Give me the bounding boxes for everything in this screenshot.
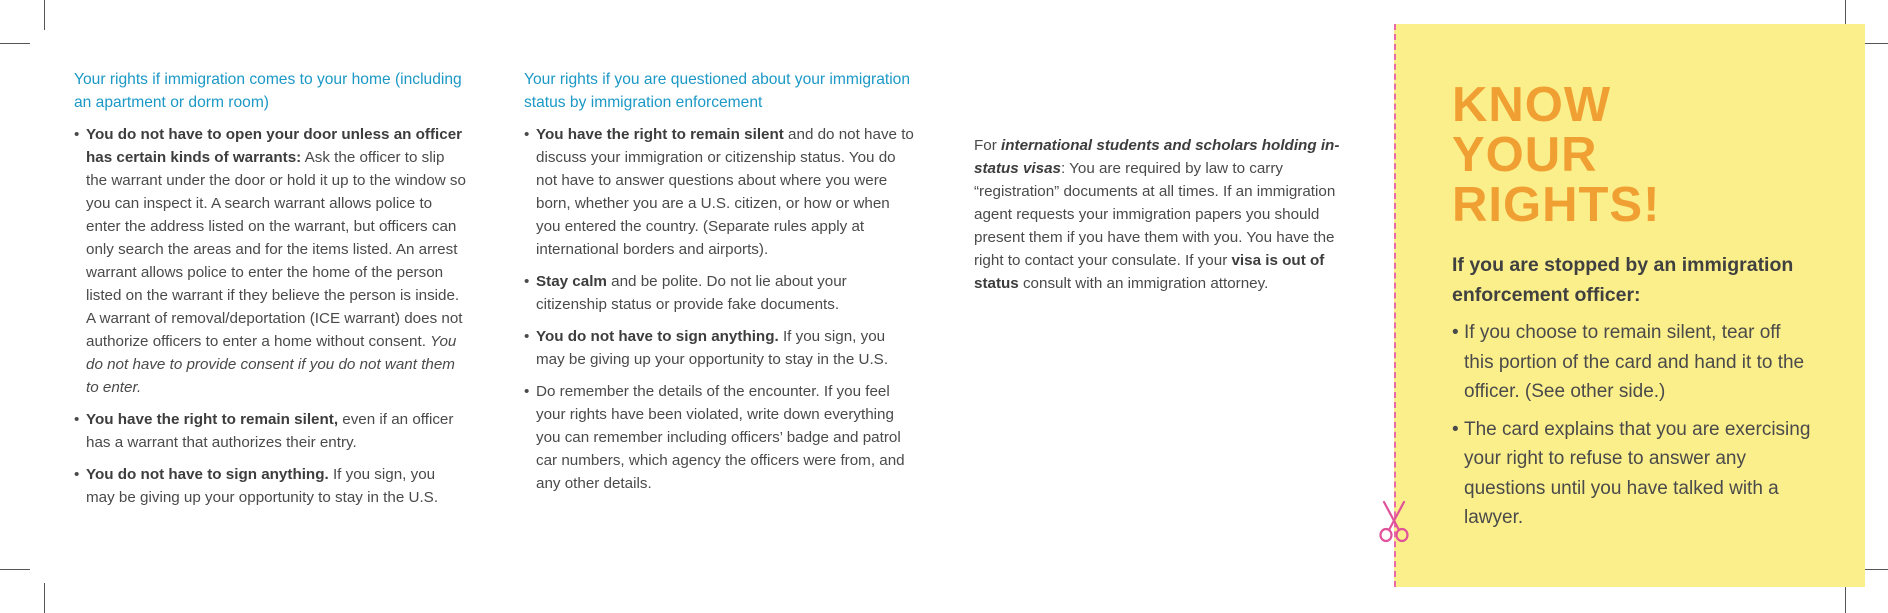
tear-off-instructions: [1452, 318, 1812, 533]
paragraph-text: For: [974, 137, 1002, 154]
item-bold-text: You do not have to open your door unless an officer has certain kinds of warrants:: [86, 126, 463, 166]
bullet: •: [74, 466, 80, 483]
item-text: and be polite. Do not lie about your citizenship status or provide fake documents.: [536, 273, 847, 313]
questioning-rights-column: [524, 68, 916, 504]
stopped-by-officer-lead: If you are stopped by an immigration enforcement officer:: [1452, 254, 1794, 306]
item-bold-text: You have the right to remain silent: [536, 126, 784, 143]
list-item: [1452, 318, 1812, 407]
item-text: If you sign, you may be giving up your opportunity to stay in the U.S.: [536, 328, 889, 368]
list-item: [74, 123, 466, 399]
international-students-paragraph: [974, 134, 1366, 295]
crop-mark: [44, 0, 45, 30]
list-item: [524, 270, 916, 316]
list-item: [524, 123, 916, 261]
item-bold-text: You do not have to sign anything.: [536, 328, 779, 345]
questioning-rights-heading: Your rights if you are questioned about your immigration status by immigration enforcement: [524, 71, 911, 111]
know-your-rights-title: KNOW YOUR RIGHTS!: [1452, 78, 1661, 232]
item-bold-text: You do not have to sign anything.: [86, 466, 329, 483]
tear-off-card-text: [1452, 250, 1812, 541]
item-bold-text: You have the right to remain silent,: [86, 411, 339, 428]
list-item: [1452, 415, 1812, 533]
list-item: [74, 463, 466, 509]
paragraph-text: consult with an immigration attorney.: [1018, 275, 1269, 292]
item-text: The card explains that you are exercising your right to refuse to answer any questions until you have talked with a lawyer.: [1464, 418, 1811, 528]
paragraph-italic-text: international students and scholars holding in-status visas: [974, 137, 1340, 177]
bullet: •: [1452, 418, 1459, 440]
bullet: •: [524, 383, 530, 400]
list-item: [524, 325, 916, 371]
home-rights-heading: Your rights if immigration comes to your home (including an apartment or dorm room): [74, 71, 462, 111]
item-text: Ask the officer to slip the warrant under the door or hold it up to the window so you can inspect it. A search warrant allows police to enter the address listed on the warrant, but officers can only search the areas and for the items listed. An arrest warrant allows police to enter the home of the person listed on the warrant if they believe the person is inside. A warrant of removal/deportation (ICE warrant) does not authorize officers to enter a home without consent.: [86, 149, 466, 350]
questioning-rights-list: [524, 123, 916, 495]
crop-mark: [44, 583, 45, 613]
paragraph-text: : You are required by law to carry “registration” documents at all times. If an immigration agent requests your immigration papers you should present them if you have them with you. You have the right to contact your consulate. If your: [974, 160, 1336, 269]
item-text: even if an officer has a warrant that authorizes their entry.: [86, 411, 454, 451]
scissors-icon: [1377, 500, 1411, 544]
home-rights-column: [74, 68, 466, 518]
crop-mark: [0, 43, 30, 44]
list-item: [524, 380, 916, 495]
bullet: •: [524, 126, 530, 143]
bullet: •: [74, 411, 80, 428]
item-italic-text: You do not have to provide consent if you do not want them to enter.: [86, 333, 457, 396]
home-rights-list: [74, 123, 466, 509]
bullet: •: [524, 328, 530, 345]
bullet: •: [524, 273, 530, 290]
list-item: [74, 408, 466, 454]
crop-mark: [1845, 583, 1846, 613]
item-text: and do not have to discuss your immigration or citizenship status. You do not have to answer questions about where you were born, whether you are a U.S. citizen, or how or when you entered the country. (Separate rules apply at international borders and airports).: [536, 126, 914, 258]
item-text: Do remember the details of the encounter. If you feel your rights have been violated, write down everything you can remember including officers’ badge and patrol car numbers, which agency the officers were from, and any other details.: [536, 383, 905, 492]
item-text: If you choose to remain silent, tear off this portion of the card and hand it to the officer. (See other side.): [1464, 322, 1805, 402]
international-students-column: [974, 134, 1366, 295]
item-bold-text: Stay calm: [536, 273, 607, 290]
item-text: If you sign, you may be giving up your opportunity to stay in the U.S.: [86, 466, 439, 506]
paragraph-bold-text: visa is out of status: [974, 252, 1325, 292]
bullet: •: [1452, 322, 1459, 343]
bullet: •: [74, 126, 80, 143]
crop-mark: [0, 569, 30, 570]
